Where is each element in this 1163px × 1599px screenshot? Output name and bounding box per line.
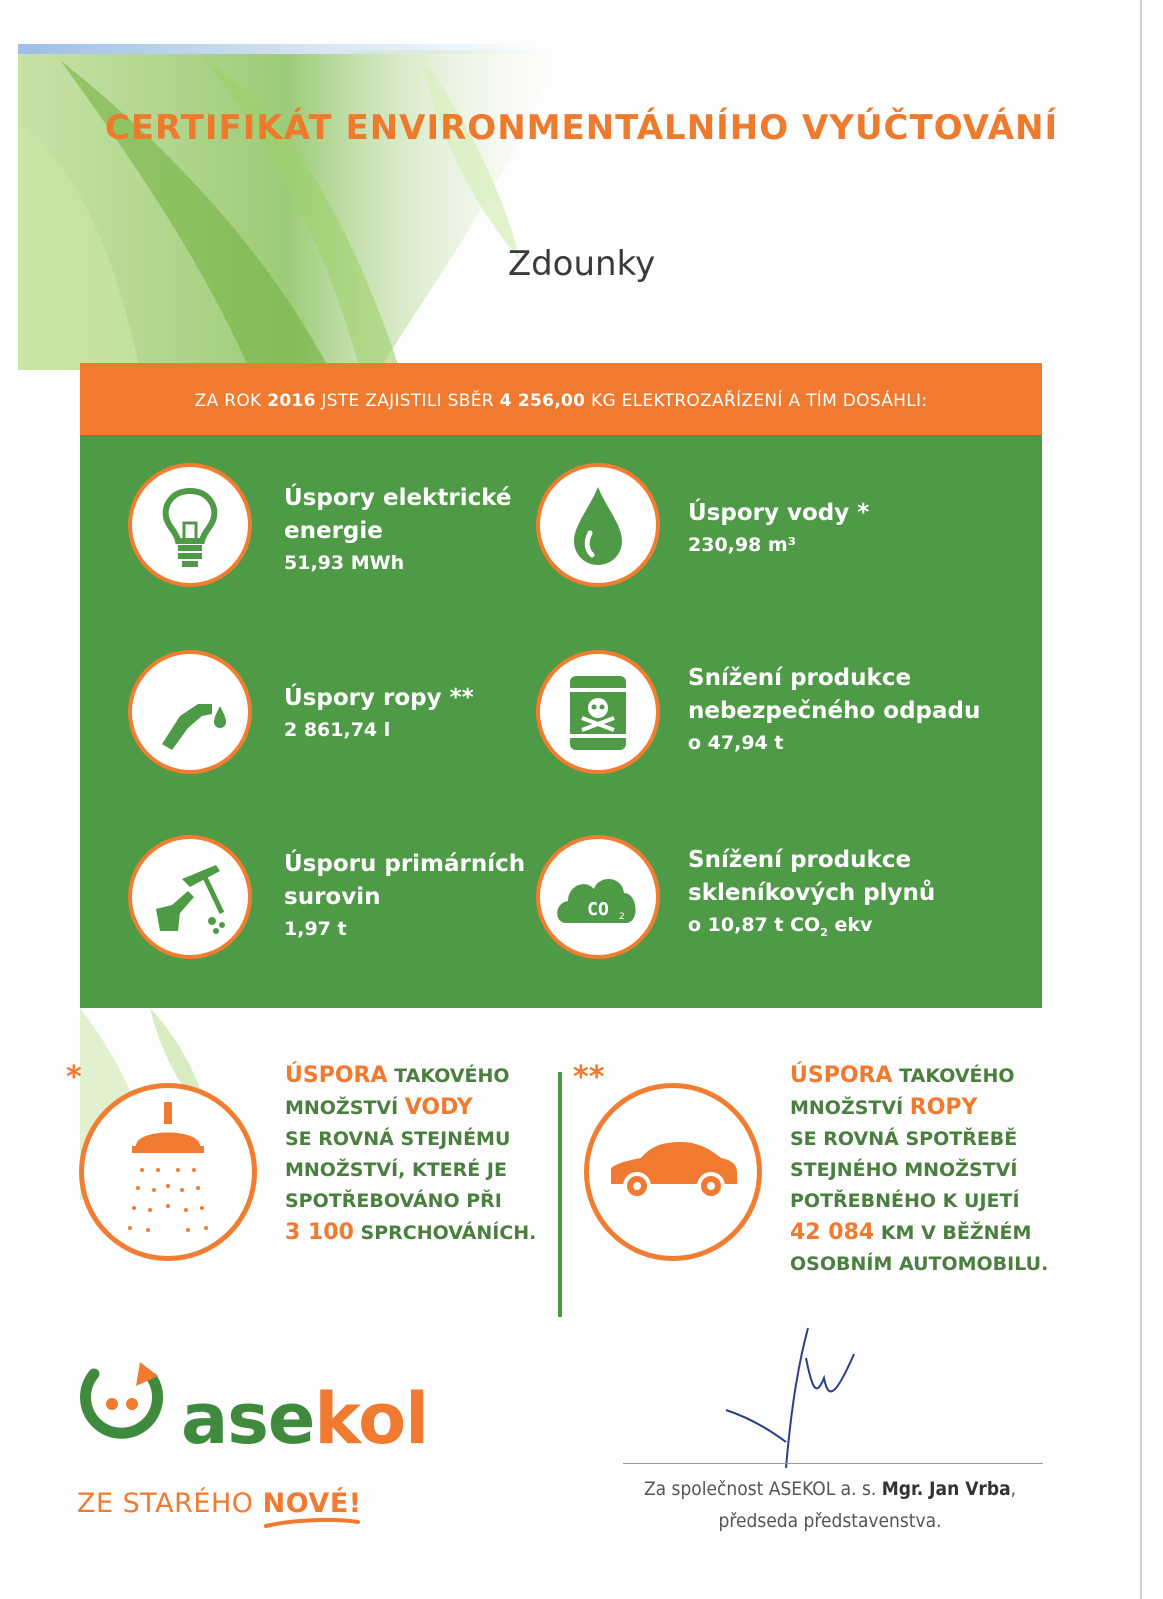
- stat-co2-label: Snížení produkce: [688, 847, 912, 873]
- note-water-line4: MNOŽSTVÍ, KTERÉ JE: [285, 1159, 507, 1181]
- note-oil-line7: OSOBNÍM AUTOMOBILU.: [790, 1253, 1049, 1275]
- fuel-nozzle-icon: [128, 650, 252, 774]
- signatory-role: předseda představenstva.: [718, 1510, 942, 1532]
- note-water-line5: SPOTŘEBOVÁNO PŘI: [285, 1190, 502, 1212]
- stat-electricity-label: Úspory elektrické: [284, 485, 512, 511]
- note-oil-line1-highlight: ÚSPORA: [790, 1063, 893, 1088]
- asekol-logo-icon: [74, 1352, 170, 1448]
- notes-divider: [558, 1072, 562, 1317]
- note-water-line2: MNOŽSTVÍ: [285, 1097, 405, 1119]
- note-oil-line2-highlight: ROPY: [909, 1095, 978, 1120]
- note-water-line6-highlight: 3 100: [285, 1220, 354, 1245]
- water-drop-icon: [536, 463, 660, 587]
- banner-prefix: ZA ROK: [194, 391, 262, 411]
- signature-company: Za společnost ASEKOL a. s.: [643, 1478, 882, 1500]
- slogan: [77, 1488, 362, 1519]
- stat-co2-value: [688, 910, 935, 948]
- stat-water-label: Úspory vody *: [688, 500, 870, 526]
- stat-water-value: 230,98 m³: [688, 534, 797, 556]
- footnote-star-oil: **: [573, 1060, 605, 1095]
- banner-amount: 4 256,00: [499, 391, 586, 411]
- note-oil-line4: STEJNÉHO MNOŽSTVÍ: [790, 1159, 1018, 1181]
- co2-value-sub: 2: [820, 925, 828, 939]
- footnote-star-water: *: [66, 1060, 82, 1095]
- signature-caption: [610, 1473, 1050, 1537]
- note-oil-line3: SE ROVNÁ SPOTŘEBĚ: [790, 1128, 1018, 1150]
- slogan-part1: ZE STARÉHO: [77, 1488, 263, 1519]
- certificate-title: CERTIFIKÁT ENVIRONMENTÁLNÍHO VYÚČTOVÁNÍ: [104, 108, 1059, 148]
- logo-part-kol: kol: [314, 1378, 429, 1460]
- results-banner: [80, 363, 1042, 435]
- slogan-part2: NOVÉ!: [262, 1488, 362, 1519]
- stat-waste-label: Snížení produkce: [688, 665, 912, 691]
- stat-oil: [284, 682, 474, 745]
- top-decor-strip: [18, 44, 538, 54]
- note-oil: [790, 1060, 1048, 1280]
- banner-middle: JSTE ZAJISTILI SBĚR: [321, 391, 494, 411]
- stat-greenhouse-gas: [688, 844, 935, 948]
- note-oil-line1: TAKOVÉHO: [892, 1065, 1015, 1087]
- stat-waste-value: o 47,94 t: [688, 732, 784, 754]
- note-oil-line5: POTŘEBNÉHO K UJETÍ: [790, 1190, 1020, 1212]
- co2-value-prefix: o 10,87 t CO: [688, 914, 821, 936]
- note-water-line1-highlight: ÚSPORA: [285, 1063, 388, 1088]
- stat-co2-label-2: skleníkových plynů: [688, 880, 936, 906]
- note-oil-line6-highlight: 42 084: [790, 1220, 875, 1245]
- pickaxe-icon: [128, 835, 252, 959]
- note-water: [285, 1060, 536, 1249]
- co2-icon-text: CO: [587, 899, 609, 920]
- stat-materials-label: Úsporu primárních: [284, 851, 526, 877]
- stat-oil-value: 2 861,74 l: [284, 719, 391, 741]
- stat-waste-label-2: nebezpečného odpadu: [688, 698, 981, 724]
- stat-electricity-label-2: energie: [284, 518, 383, 544]
- co2-icon-sub: 2: [619, 912, 625, 922]
- banner-suffix: KG ELEKTROZAŘÍZENÍ A TÍM DOSÁHLI:: [591, 391, 928, 411]
- hazard-barrel-icon: [536, 650, 660, 774]
- signatory-name: Mgr. Jan Vrba: [881, 1478, 1011, 1500]
- co2-cloud-icon: [536, 835, 660, 959]
- page-edge: [1140, 0, 1142, 1599]
- co2-value-suffix: ekv: [827, 914, 873, 936]
- note-water-line3: SE ROVNÁ STEJNÉMU: [285, 1128, 511, 1150]
- stat-electricity-value: 51,93 MWh: [284, 552, 405, 574]
- stat-materials-value: 1,97 t: [284, 918, 347, 940]
- note-water-line1: TAKOVÉHO: [387, 1065, 510, 1087]
- signature-line: [623, 1463, 1043, 1464]
- asekol-logo-text: [181, 1378, 428, 1460]
- municipality-name: Zdounky: [507, 244, 656, 284]
- stat-water: [688, 497, 869, 560]
- shower-icon: [79, 1083, 257, 1261]
- handwritten-signature: [720, 1318, 870, 1478]
- slogan-underline: [262, 1516, 362, 1530]
- lightbulb-icon: [128, 463, 252, 587]
- stat-materials-label-2: surovin: [284, 884, 381, 910]
- logo-part-ase: ase: [181, 1378, 315, 1460]
- note-oil-line2: MNOŽSTVÍ: [790, 1097, 910, 1119]
- signature-comma: ,: [1010, 1478, 1017, 1500]
- note-oil-line6: KM V BĚŽNÉM: [874, 1222, 1032, 1244]
- banner-year: 2016: [267, 391, 316, 411]
- stat-electricity: [284, 482, 511, 578]
- stat-raw-materials: [284, 848, 525, 944]
- car-icon: [584, 1083, 762, 1261]
- note-water-line6: SPRCHOVÁNÍCH.: [353, 1222, 537, 1244]
- stat-hazardous-waste: [688, 662, 980, 758]
- stat-oil-label: Úspory ropy **: [284, 685, 474, 711]
- note-water-line2-highlight: VODY: [404, 1095, 473, 1120]
